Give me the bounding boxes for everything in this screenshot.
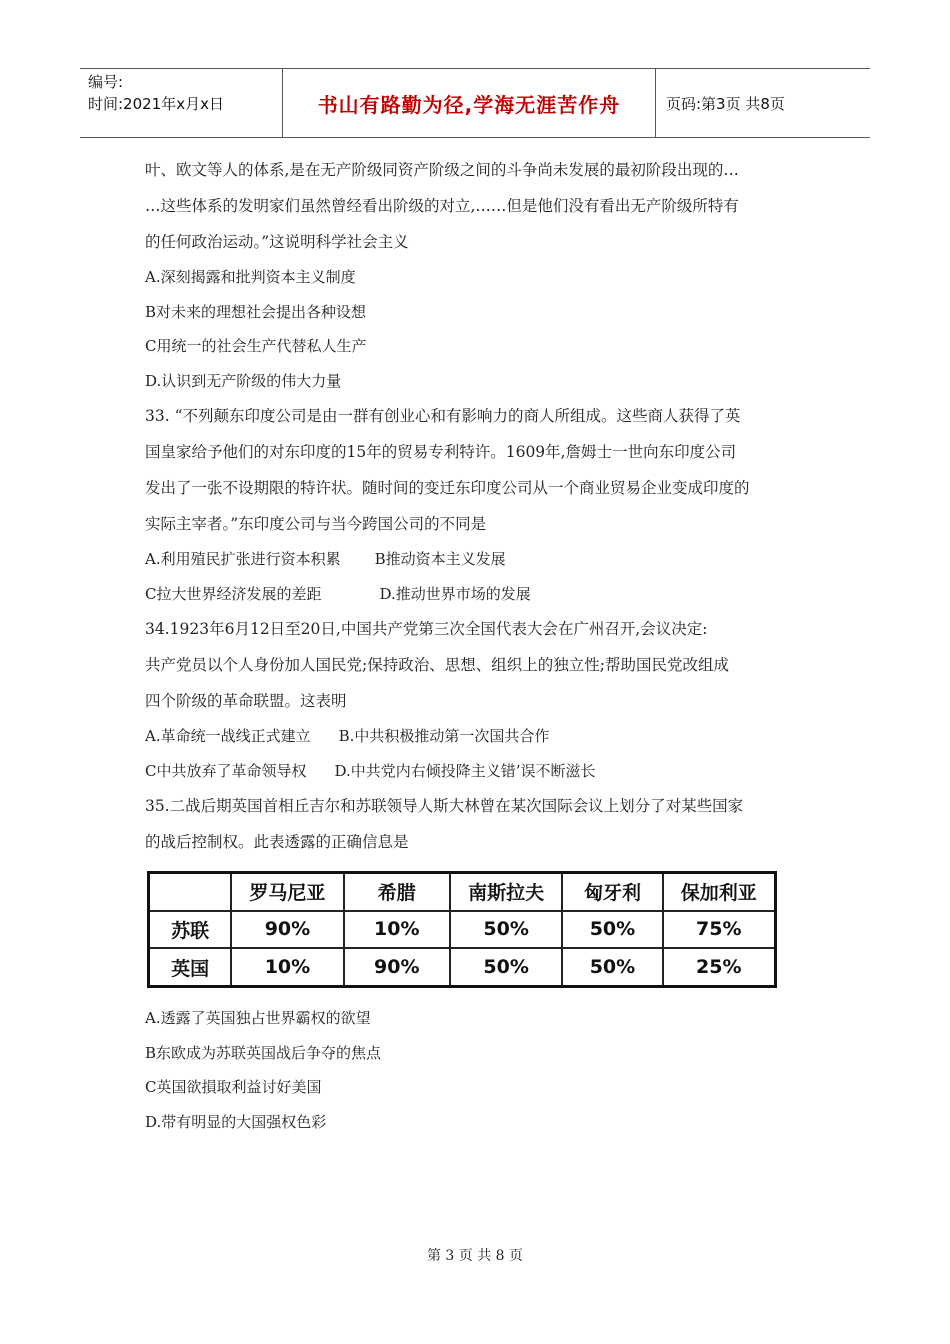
table-row-label: 苏联	[150, 911, 231, 949]
question-text-line: 四个阶级的革命联盟。这表明	[145, 692, 347, 710]
option-b: B对未来的理想社会提出各种设想	[145, 302, 367, 321]
option-c: C中共放弃了革命领导权	[145, 761, 307, 780]
question-text-line: 共产党员以个人身份加人国民党;保持政治、思想、组织上的独立性;帮助国民党改组成	[145, 656, 729, 674]
option-b: B东欧成为苏联英国战后争夺的焦点	[145, 1043, 382, 1062]
option-a: A.利用殖民扩张进行资本积累	[145, 550, 341, 568]
time-label: 时间:2021年x月x日	[88, 95, 224, 113]
page-header	[80, 68, 870, 138]
table-cell: 10%	[344, 911, 450, 949]
header-motto: 书山有路勤为径,学海无涯苦作舟	[283, 69, 656, 137]
question-text-line: 34.1923年6月12日至20日,中国共产党第三次全国代表大会在广州召开,会议决定:	[145, 620, 708, 638]
table-cell: 50%	[450, 911, 562, 949]
table-header-cell: 希腊	[344, 874, 450, 911]
table-cell: 25%	[663, 948, 774, 985]
table-cell: 50%	[562, 948, 662, 985]
option-a: A.透露了英国独占世界霸权的欲望	[145, 1009, 371, 1027]
question-text-line: 实际主宰者。”东印度公司与当今跨国公司的不同是	[145, 515, 487, 533]
option-d: D.推动世界市场的发展	[379, 584, 531, 603]
table-header-cell	[150, 874, 231, 911]
question-text-line: 的任何政治运动。”这说明科学社会主义	[145, 233, 409, 251]
option-b: B推动资本主义发展	[374, 550, 506, 568]
table-cell: 50%	[450, 948, 562, 985]
table-cell: 10%	[231, 948, 343, 985]
table-header-row	[150, 874, 774, 911]
question-text-line: 国皇家给予他们的对东印度的15年的贸易专利特许。1609年,詹姆士一世向东印度公司	[145, 443, 737, 461]
option-row	[145, 754, 805, 789]
question-text-line: 35.二战后期英国首相丘吉尔和苏联领导人斯大林曾在某次国际会议上划分了对某些国家	[145, 797, 744, 815]
control-ratio-table	[147, 871, 777, 988]
table-header-cell: 匈牙利	[562, 874, 662, 911]
question-text-line: …这些体系的发明家们虽然曾经看出阶级的对立,……但是他们没有看出无产阶级所特有	[145, 197, 739, 215]
table-header-cell: 罗马尼亚	[231, 874, 343, 911]
question-35-options	[145, 1001, 805, 1139]
option-a: A.革命统一战线正式建立	[145, 727, 311, 745]
question-text-line: 叶、欧文等人的体系,是在无产阶级同资产阶级之间的斗争尚未发展的最初阶段出现的…	[145, 161, 739, 179]
question-body	[145, 152, 805, 860]
option-b: B.中共积极推动第一次国共合作	[338, 727, 550, 745]
option-d: D.中共党内右倾投降主义错’误不断滋长	[334, 761, 596, 780]
page-footer: 第 3 页 共 8 页	[426, 1248, 524, 1264]
option-row	[145, 719, 805, 754]
header-page-label: 页码:第3页 共8页	[666, 94, 785, 113]
option-row	[145, 577, 805, 612]
table-cell: 90%	[231, 911, 343, 949]
option-a: A.深刻揭露和批判资本主义制度	[145, 268, 356, 286]
number-label: 编号:	[88, 73, 124, 91]
option-d: D.带有明显的大国强权色彩	[145, 1112, 327, 1131]
table-row	[150, 948, 774, 985]
option-c: C英国欲損取利益讨好美国	[145, 1078, 322, 1096]
question-text-line: 33. “不列颠东印度公司是由一群有创业心和有影响力的商人所组成。这些商人获得了英	[145, 407, 741, 425]
option-c: C用统一的社会生产代替私人生产	[145, 337, 367, 355]
option-c: C拉大世界经济发展的差距	[145, 584, 322, 603]
option-d: D.认识到无产阶级的伟大力量	[145, 371, 342, 390]
question-text-line: 发出了一张不设期限的特许状。随时间的变迁东印度公司从一个商业贸易企业变成印度的	[145, 479, 750, 497]
table-header-cell: 保加利亚	[663, 874, 774, 911]
question-34	[145, 611, 805, 788]
option-row	[145, 542, 805, 577]
table-row-label: 英国	[150, 948, 231, 985]
table-cell: 50%	[562, 911, 662, 949]
table-cell: 90%	[344, 948, 450, 985]
question-32	[145, 152, 805, 398]
question-text-line: 的战后控制权。此表透露的正确信息是	[145, 833, 409, 851]
header-meta	[80, 69, 283, 137]
table-header-cell: 南斯拉夫	[450, 874, 562, 911]
question-35	[145, 788, 805, 860]
table-cell: 75%	[663, 911, 774, 949]
question-33	[145, 398, 805, 611]
table-row	[150, 911, 774, 949]
